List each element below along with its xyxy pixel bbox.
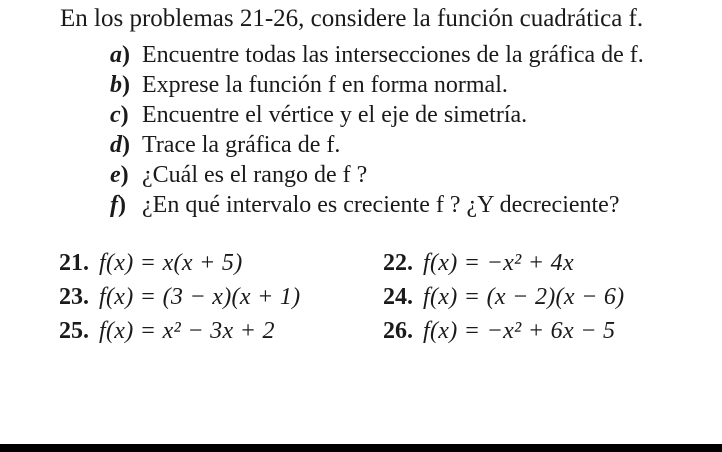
task-letter: e (110, 162, 121, 188)
task-list (110, 40, 644, 220)
intro-text: En los problemas 21-26, considere la función cuadrática f. (60, 5, 644, 32)
task-text: Exprese la función f en forma normal. (142, 72, 508, 98)
problem-expression: f(x) = x² − 3x + 2 (99, 317, 275, 344)
task-item-b: b) Exprese la función f en forma normal. (110, 72, 508, 98)
task-text: ¿En qué intervalo es creciente f ? ¿Y decreciente? (142, 192, 620, 218)
problem-number: 21. (59, 249, 89, 276)
task-letter: f (110, 192, 118, 218)
problem-24 (383, 284, 624, 311)
problem-expression: f(x) = (3 − x)(x + 1) (99, 283, 301, 310)
problem-26 (383, 318, 615, 345)
problem-expression: f(x) = −x² + 4x (423, 249, 574, 276)
problem-expression: f(x) = (x − 2)(x − 6) (423, 283, 625, 310)
task-item-e: e) ¿Cuál es el rango de f ? (110, 162, 368, 188)
problem-expression: f(x) = −x² + 6x − 5 (423, 317, 616, 344)
problem-row (59, 280, 624, 314)
problem-22 (383, 250, 574, 277)
problem-21 (59, 250, 383, 277)
task-text: Encuentre el vértice y el eje de simetría. (142, 102, 528, 128)
problem-number: 22. (383, 249, 413, 276)
problem-row (59, 314, 624, 348)
task-letter: a (110, 42, 122, 68)
task-item-f: f) ¿En qué intervalo es creciente f ? ¿Y decreciente? (110, 192, 620, 218)
task-letter: c (110, 102, 121, 128)
problem-23 (59, 284, 383, 311)
problem-expression: f(x) = x(x + 5) (99, 249, 243, 276)
problem-25 (59, 318, 383, 345)
task-item-a: a) Encuentre todas las intersecciones de la gráfica de f. (110, 42, 644, 68)
problem-number: 23. (59, 283, 89, 310)
bottom-edge-bar (0, 444, 722, 452)
task-text: ¿Cuál es el rango de f ? (142, 162, 368, 188)
problem-number: 26. (383, 317, 413, 344)
problem-grid (59, 246, 624, 348)
task-item-d: d) Trace la gráfica de f. (110, 132, 341, 158)
problem-number: 24. (383, 283, 413, 310)
task-letter: d (110, 132, 122, 158)
task-letter: b (110, 72, 122, 98)
task-text: Encuentre todas las intersecciones de la gráfica de f. (142, 42, 644, 68)
task-text: Trace la gráfica de f. (142, 132, 341, 158)
task-item-c: c) Encuentre el vértice y el eje de simetría. (110, 102, 528, 128)
problem-row (59, 246, 624, 280)
problem-number: 25. (59, 317, 89, 344)
